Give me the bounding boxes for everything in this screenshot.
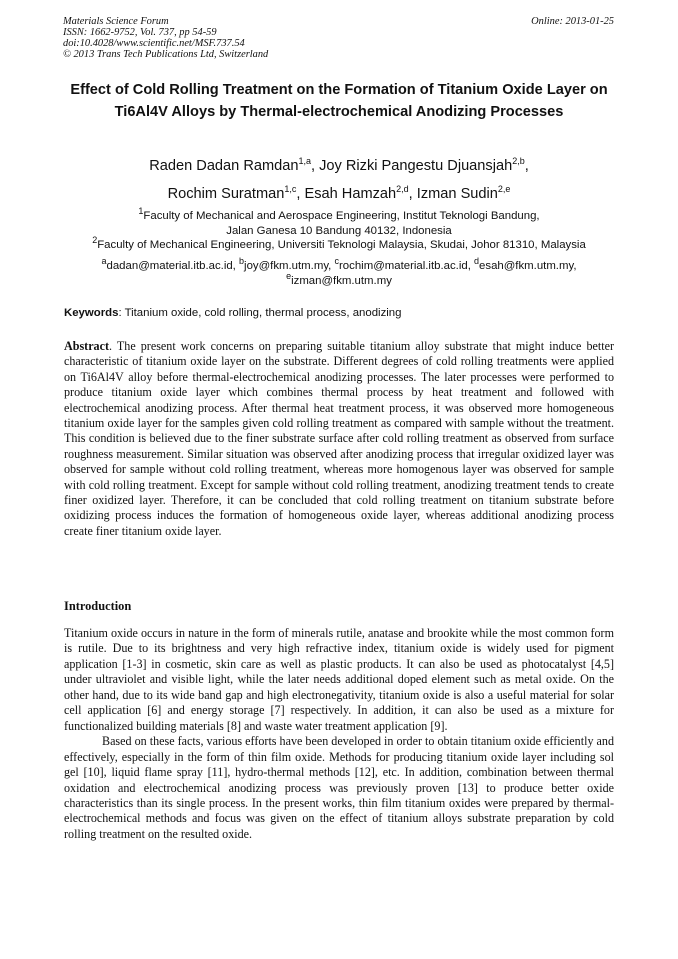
abstract-text: . The present work concerns on preparing suitable titanium alloy substrate that might induce better characteristic of titanium oxide layer on the substrate. Different degrees of cold rolling treatments were applied on Ti6Al4V alloy before thermal-electrochemical anodizing processes. The later processes were performed to produce titanium oxide layer which combines thermal process by heat treatment and followed with electrochemical anodizing process. After thermal heat treatment process, it was observed more homogeneous titanium oxide layer for the samples given cold rolling treatment as compared with sample without the treatment. This condition is believed due to the finer substrate surface after cold rolling treatment as observed from surface roughness measurement. Similar situation was observed after anodizing process that irregular oxidized layer was observed for sample without cold rolling treatment, whereas more homogenous layer was observed for sample with cold rolling treatment. Except for sample without cold rolling treatment, anodizing treatment tends to create finer oxidized layer. Therefore, it can be concluded that cold rolling treatment on titanium substrate before oxidizing process induces the formation of homogeneous oxide layer, whereas additional anodizing process create finer titanium oxide layer. xyxy=(64,339,614,538)
author-superscript: 1,c xyxy=(284,184,297,195)
author-line-1: Raden Dadan Ramdan$^{1,a}$, Joy Rizki Pangestu Djuansjah$^{2,b}$, xyxy=(149,156,529,174)
abstract xyxy=(64,339,614,539)
affiliation-superscript: 2 xyxy=(92,235,98,246)
affiliation-1 xyxy=(40,206,638,224)
email-superscript: c xyxy=(334,256,340,267)
affiliation-text: Faculty of Mechanical and Aerospace Engineering, Institut Teknologi Bandung, xyxy=(143,210,540,222)
email-superscript: d xyxy=(474,256,480,267)
affiliations xyxy=(40,206,638,253)
email-link[interactable]: izman@fkm.utm.my xyxy=(291,274,392,287)
email-link[interactable]: joy@fkm.utm.my, xyxy=(244,260,332,272)
online-date: Online: 2013-01-25 xyxy=(531,16,614,27)
journal-issn: ISSN: 1662-9752, Vol. 737, pp 54-59 xyxy=(63,27,217,38)
author-line-2: Rochim Suratman$^{1,c}$, Esah Hamzah$^{2,d}$, Izman Sudin$^{2,e}$ xyxy=(167,184,511,202)
affiliation-text: Faculty of Mechanical Engineering, Universiti Teknologi Malaysia, Skudai, Johor 81310, Malaysia xyxy=(97,239,586,251)
keywords-label: Keywords xyxy=(64,307,119,319)
author-name: Izman Sudin xyxy=(416,186,498,202)
affiliation-1-address: Jalan Ganesa 10 Bandung 40132, Indonesia xyxy=(226,224,452,237)
journal-doi: doi:10.4028/www.scientific.net/MSF.737.54 xyxy=(63,38,245,49)
journal-header xyxy=(63,16,268,60)
paper-title: Effect of Cold Rolling Treatment on the Formation of Titanium Oxide Layer on Ti6Al4V Alloys by Thermal-electrochemical Anodizing Processes xyxy=(70,82,608,120)
author-name: Rochim Suratman xyxy=(167,186,285,202)
email-link[interactable]: rochim@material.itb.ac.id, xyxy=(339,260,471,272)
journal-copyright: © 2013 Trans Tech Publications Ltd, Switzerland xyxy=(63,49,269,60)
affiliation-superscript: 1 xyxy=(138,206,144,217)
email-superscript: a xyxy=(101,256,107,267)
affiliation-2 xyxy=(40,235,638,253)
author-name: Raden Dadan Ramdan xyxy=(149,158,299,174)
section-heading-introduction: Introduction xyxy=(64,599,132,613)
author-superscript: 2,d xyxy=(396,184,409,195)
journal-name: Materials Science Forum xyxy=(63,16,169,27)
email-line-2 xyxy=(40,270,638,289)
author-list xyxy=(40,152,638,208)
email-line-1 xyxy=(40,256,638,274)
paragraph: Based on these facts, various efforts have been developed in order to obtain titanium oxide efficiently and effectively, especially in the form of thin film oxide. Methods for producing titanium oxide layer including sol gel [10], liquid flame spray [11], hydro-thermal methods [12], etc. In addition, combination between thermal oxidation and electrochemical anodizing process was previously proven [13] to produce better oxide characteristics than its single process. In the present works, thin film titanium oxides were prepared by thermal-electrochemical methods and focus was given on the effect of titanium alloys substrate preparation by cold rolling treatment on the resulted oxide. xyxy=(64,734,614,841)
author-superscript: 2,b xyxy=(512,156,525,167)
author-name: Esah Hamzah xyxy=(304,186,397,202)
email-superscript: e xyxy=(286,270,292,281)
introduction-body xyxy=(64,626,614,842)
email-superscript: b xyxy=(239,256,245,267)
author-emails xyxy=(40,256,638,288)
keywords xyxy=(64,306,614,320)
paragraph: Titanium oxide occurs in nature in the form of minerals rutile, anatase and brookite while the most common form is rutile. Due to its brightness and very high refractive index, titanium oxide is widely used for pigment application [1-3] in cosmetic, skin care as well as plastic products. It can also be used as photocatalyst [4,5] under ultraviolet and visible light, while the later needs additional doped element such as metal oxide. On the other hand, due to its wide band gap and high electronegativity, titanium oxide is also a useful material for solar cell application [6] and energy storage [7] respectively. In addition, it can also be used as a mixture for functionalized building materials [8] and waste water treatment application [9]. xyxy=(64,626,614,733)
abstract-label: Abstract xyxy=(64,339,110,353)
author-superscript: 2,e xyxy=(497,184,511,195)
author-superscript: 1,a xyxy=(298,156,312,167)
author-name: Joy Rizki Pangestu Djuansjah xyxy=(319,158,513,174)
email-link[interactable]: dadan@material.itb.ac.id, xyxy=(106,260,236,272)
email-link[interactable]: esah@fkm.utm.my, xyxy=(479,260,577,272)
keywords-text: : Titanium oxide, cold rolling, thermal process, anodizing xyxy=(118,307,402,319)
